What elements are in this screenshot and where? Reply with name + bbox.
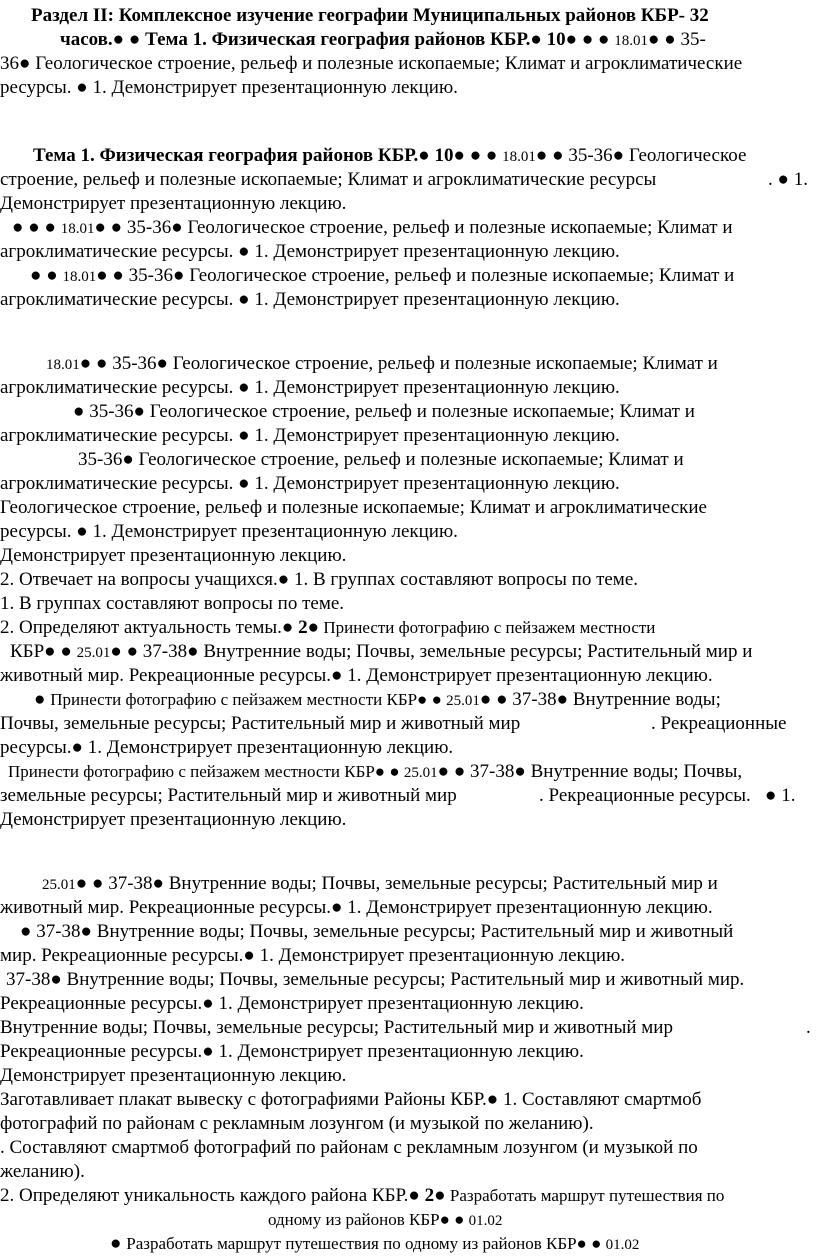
text-line: 1. В группах составляют вопросы по теме. [0,593,345,614]
text-line [0,712,816,736]
text-line: Демонстрирует презентационную лекцию. [0,1065,347,1086]
text-fragment: Внутренние воды; Почвы, земельные ресурсы; Растительный мир и животный мир [0,1017,673,1038]
topic-title: часов.● ● Тема 1. Физическая география районов КБР.● 10● ● ● [60,29,610,50]
text-line: ресурсы. ● 1. Демонстрирует презентационную лекцию. [0,521,458,542]
text-line: животный мир. Рекреационные ресурсы.● 1. Демонстрирует презентационную лекцию. [0,665,713,686]
date-text: 25.01 [446,693,480,709]
text-line: ресурсы.● 1. Демонстрирует презентационную лекцию. [0,737,454,758]
text-fragment: . [806,1017,811,1038]
text-line: 35-36● Геологическое строение, рельеф и полезные ископаемые; Климат и [78,449,684,470]
date-text: 18.01 [614,33,649,49]
text-line [0,784,816,808]
text-line: ● 37-38● Внутренние воды; Почвы, земельные ресурсы; Растительный мир и животный [20,921,734,942]
date-text: 01.02 [605,1237,640,1253]
text-fragment: КБР● ● [10,641,77,662]
text-line: Заготавливает плакат вывеску с фотографиями Районы КБР.● 1. Составляют смартмоб [0,1089,702,1110]
text-fragment: Разработать маршрут путешествия по [445,1186,725,1205]
text-fragment: ● ● 35-36● Геологическое строение, рельеф и полезные ископаемые; Климат и [96,265,735,286]
text-line: Рекреационные ресурсы.● 1. Демонстрирует презентационную лекцию. [0,1041,584,1062]
date-text: 18.01 [46,357,80,373]
text-line: Демонстрирует презентационную лекцию. [0,193,347,214]
text-line: Демонстрирует презентационную лекцию. [0,809,347,830]
text-line: Рекреационные ресурсы.● 1. Демонстрирует презентационную лекцию. [0,993,584,1014]
text-line [110,1232,816,1257]
text-line: агроклиматические ресурсы. ● 1. Демонстрирует презентационную лекцию. [0,289,620,310]
date-text: 25.01 [76,645,111,661]
text-line: желанию). [0,1161,85,1182]
text-fragment: строение, рельеф и полезные ископаемые; Климат и агроклиматические ресурсы [0,169,657,190]
text-fragment: Почвы, земельные ресурсы; Растительный мир и животный мир [0,713,521,734]
number-text: 2● [298,617,320,638]
text-line: агроклиматические ресурсы. ● 1. Демонстрирует презентационную лекцию. [0,425,620,446]
text-fragment: ● [34,689,51,710]
text-fragment: Разработать маршрут путешествия по одному из районов КБР● ● [126,1234,606,1253]
text-line [0,616,816,640]
topic-line [33,144,816,169]
text-fragment: Принести фотографию с пейзажем местности КБР● ● [8,762,404,781]
text-fragment: ● [110,1233,127,1254]
text-line: 36● Геологическое строение, рельеф и полезные ископаемые; Климат и агроклиматические [0,53,743,74]
text-line: агроклиматические ресурсы. ● 1. Демонстрирует презентационную лекцию. [0,241,620,262]
text-line: ● 35-36● Геологическое строение, рельеф и полезные ископаемые; Климат и [73,401,695,422]
text-line: агроклиматические ресурсы. ● 1. Демонстрирует презентационную лекцию. [0,377,620,398]
text-fragment: одному из районов КБР● ● [268,1210,469,1229]
date-text: 25.01 [403,765,438,781]
text-fragment: ● ● 35-36● Геологическое строение, рельеф и полезные ископаемые; Климат и [79,353,718,374]
text-line: Геологическое строение, рельеф и полезные ископаемые; Климат и агроклиматические [0,497,707,518]
text-line: фотографий по районам с рекламным лозунгом (и музыкой по желанию). [0,1113,594,1134]
text-fragment: ● ● 37-38● Внутренние воды; [479,689,721,710]
date-text: 18.01 [502,149,536,165]
text-fragment: ● ● 37-38● Внутренние воды; Почвы, [437,761,743,782]
text-fragment: . Рекреационные ресурсы. ● 1. [539,785,796,806]
topic-title: Тема 1. Физическая география районов КБР.● 10● ● ● [33,145,498,166]
text-fragment: Принести фотографию с пейзажем местности КБР● ● [50,690,447,709]
text-fragment: . Рекреационные [651,713,787,734]
text-line: агроклиматические ресурсы. ● 1. Демонстрирует презентационную лекцию. [0,473,620,494]
text-line [0,168,816,192]
text-line [42,872,816,897]
date-text: 18.01 [62,269,97,285]
text-line [0,1016,816,1040]
date-text: 18.01 [60,221,95,237]
text-line: ресурсы. ● 1. Демонстрирует презентационную лекцию. [0,77,458,98]
text-line: . Составляют смартмоб фотографий по районам с рекламным лозунгом (и музыкой по [0,1137,698,1158]
text-fragment: ● ● 37-38● Внутренние воды; Почвы, земельные ресурсы; Растительный мир и [110,641,753,662]
bullets: ● ● ● [12,217,56,238]
text-fragment: ● ● 35-36● Геологическое строение, рельеф и полезные ископаемые; Климат и [94,217,733,238]
text-line: 37-38● Внутренние воды; Почвы, земельные ресурсы; Растительный мир и животный мир. [6,969,745,990]
text-line [0,1184,816,1208]
text-line [10,640,816,665]
text-line [34,688,816,713]
text-fragment: ● ● 35- [648,29,706,50]
text-fragment: ● ● 35-36● Геологическое [535,145,747,166]
text-line [12,216,816,241]
bullets: ● ● [30,265,58,286]
text-fragment: земельные ресурсы; Растительный мир и животный мир [0,785,457,806]
text-line: Демонстрирует презентационную лекцию. [0,545,347,566]
text-line: мир. Рекреационные ресурсы.● 1. Демонстрирует презентационную лекцию. [0,945,626,966]
section-heading: Раздел II: Комплексное изучение географии Муниципальных районов КБР- 32 [31,5,709,26]
heading-line [60,28,816,53]
text-line: животный мир. Рекреационные ресурсы.● 1. Демонстрирует презентационную лекцию. [0,897,713,918]
date-text: 25.01 [42,877,76,893]
text-fragment: ● ● 37-38● Внутренние воды; Почвы, земельные ресурсы; Растительный мир и [75,873,718,894]
text-line [30,264,816,289]
text-fragment: . ● 1. [768,169,808,190]
number-text: 2● [424,1185,446,1206]
date-text: 01.02 [468,1213,503,1229]
text-fragment: Принести фотографию с пейзажем местности [319,618,656,637]
text-fragment: 2. Определяют актуальность темы.● [0,617,299,638]
text-fragment: 2. Определяют уникальность каждого района КБР.● [0,1185,425,1206]
text-line [268,1208,816,1233]
text-line [8,760,816,785]
text-line: 2. Отвечает на вопросы учащихся.● 1. В группах составляют вопросы по теме. [0,569,639,590]
text-line [46,352,816,377]
